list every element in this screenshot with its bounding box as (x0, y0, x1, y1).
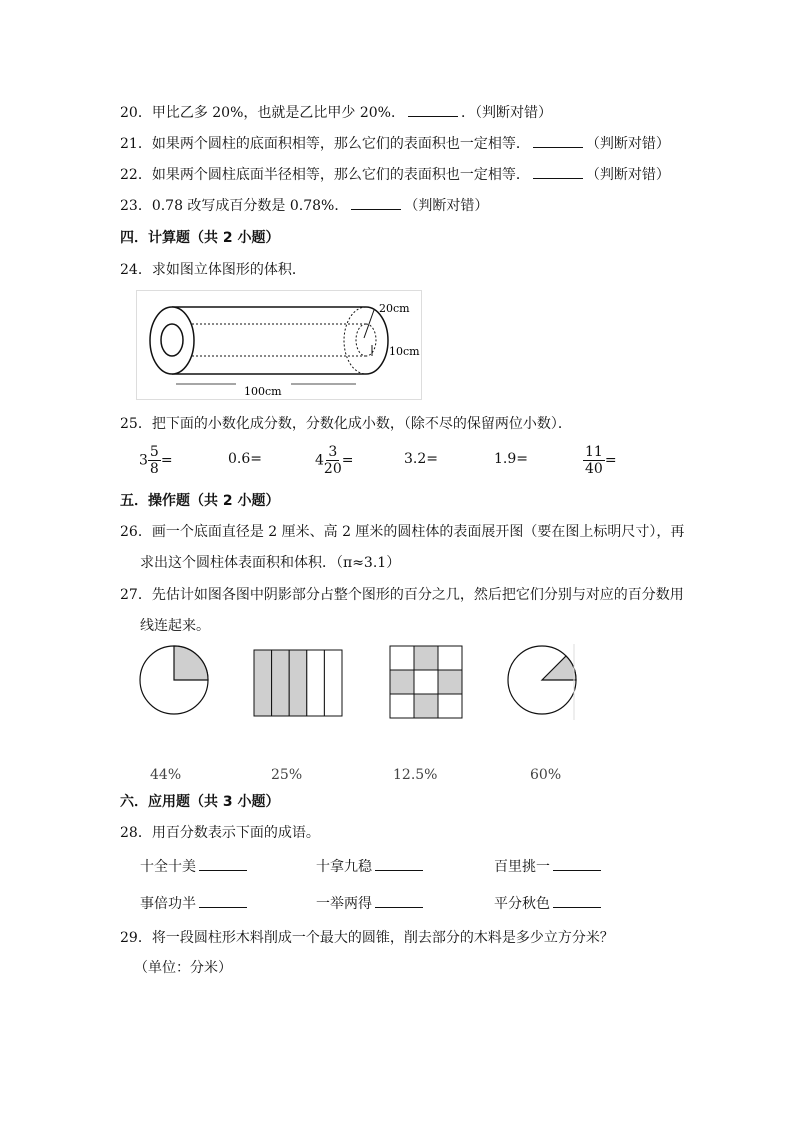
question-21 (120, 133, 670, 154)
pie-slice-figure (502, 640, 582, 720)
item-mixed-fraction-a (139, 444, 173, 477)
fraction (324, 444, 342, 477)
idiom-3 (494, 856, 604, 876)
question-22-text: 22．如果两个圆柱底面半径相等，那么它们的表面积也一定相等． (120, 167, 530, 183)
idiom-text: 平分秋色 (494, 896, 550, 912)
denominator: 20 (323, 461, 342, 477)
equals-sign: = (160, 452, 173, 469)
idiom-blank[interactable] (553, 893, 601, 908)
question-28-text: 28．用百分数表示下面的成语。 (120, 825, 320, 841)
equals-sign: = (426, 451, 438, 467)
idiom-5 (316, 893, 426, 913)
grid-squares-figure (388, 644, 464, 720)
idiom-blank[interactable] (375, 893, 423, 908)
idiom-1 (140, 856, 250, 876)
question-25-text: 25．把下面的小数化成分数，分数化成小数，（除不尽的保留两位小数）． (120, 416, 572, 432)
answer-blank-21[interactable] (533, 133, 583, 148)
item-decimal-b (228, 451, 262, 467)
percent-label-3[interactable]: 12.5% (393, 767, 438, 783)
striped-rect-figure (252, 648, 344, 718)
question-20-tail: ．（判断对错） (460, 105, 552, 121)
idiom-blank[interactable] (199, 893, 247, 908)
question-20-text: 20．甲比乙多 20%，也就是乙比甲少 20%． (120, 105, 405, 121)
question-29-line2: （单位：分米） (134, 960, 232, 976)
idiom-blank[interactable] (553, 856, 601, 871)
idiom-4 (140, 893, 250, 913)
decimal-value: 0.6 (228, 451, 251, 467)
idiom-blank[interactable] (199, 856, 247, 871)
answer-blank-22[interactable] (533, 164, 583, 179)
numerator: 3 (328, 444, 338, 460)
section-5-heading: 五．操作题（共 2 小题） (120, 493, 280, 509)
question-24-text: 24．求如图立体图形的体积． (120, 262, 306, 278)
percent-label-2[interactable]: 25% (271, 767, 303, 783)
pie-quarter-figure (134, 640, 214, 720)
equals-sign: = (341, 452, 354, 469)
question-23-tail: （判断对错） (404, 198, 489, 214)
equals-sign: = (516, 451, 528, 467)
dim-inner-label: 10cm (389, 345, 420, 358)
question-21-text: 21．如果两个圆柱的底面积相等，那么它们的表面积也一定相等． (120, 136, 530, 152)
item-mixed-fraction-c (315, 444, 353, 477)
denominator: 40 (585, 461, 603, 477)
item-decimal-d (404, 451, 438, 467)
question-29-line1: 29．将一段圆柱形木料削成一个最大的圆锥，削去部分的木料是多少立方分米？ (120, 930, 614, 946)
item-fraction-f (583, 444, 617, 477)
section-4-heading: 四．计算题（共 2 小题） (120, 230, 280, 246)
denominator: 8 (149, 461, 159, 477)
percent-label-1[interactable]: 44% (150, 767, 182, 783)
hollow-cylinder-figure (136, 290, 422, 400)
question-22-tail: （判断对错） (585, 167, 670, 183)
percent-label-4[interactable]: 60% (530, 767, 562, 783)
fraction (148, 444, 161, 477)
idiom-blank[interactable] (375, 856, 423, 871)
equals-sign: = (604, 452, 617, 469)
question-27-line1: 27．先估计如图各图中阴影部分占整个图形的百分之几，然后把它们分别与对应的百分数用 (120, 587, 684, 603)
question-23 (120, 195, 488, 216)
question-26-line2: 求出这个圆柱体表面积和体积．（π≈3.1） (140, 555, 401, 571)
fraction (583, 444, 605, 477)
idiom-text: 十全十美 (140, 859, 196, 875)
whole-part: 3 (139, 452, 148, 469)
numerator: 11 (585, 444, 603, 460)
idiom-text: 事倍功半 (140, 896, 196, 912)
answer-blank-20[interactable] (408, 102, 458, 117)
dim-length-label: 100cm (244, 385, 282, 398)
idiom-text: 十拿九稳 (316, 859, 372, 875)
equals-sign: = (250, 451, 262, 467)
idiom-text: 百里挑一 (494, 859, 550, 875)
question-23-text: 23．0.78 改写成百分数是 0.78%． (120, 198, 349, 214)
idiom-6 (494, 893, 604, 913)
decimal-value: 3.2 (404, 451, 427, 467)
question-27-line2: 线连起来。 (140, 618, 210, 634)
question-22 (120, 164, 670, 185)
decimal-value: 1.9 (494, 451, 517, 467)
section-6-heading: 六．应用题（共 3 小题） (120, 794, 280, 810)
idiom-2 (316, 856, 426, 876)
whole-part: 4 (315, 452, 324, 469)
question-20 (120, 102, 552, 123)
idiom-text: 一举两得 (316, 896, 372, 912)
item-decimal-e (494, 451, 528, 467)
answer-blank-23[interactable] (351, 195, 401, 210)
question-21-tail: （判断对错） (585, 136, 670, 152)
dim-outer-label: 20cm (379, 302, 410, 315)
numerator: 5 (149, 444, 159, 460)
question-26-line1: 26．画一个底面直径是 2 厘米、高 2 厘米的圆柱体的表面展开图（要在图上标明尺寸），再 (120, 524, 685, 540)
